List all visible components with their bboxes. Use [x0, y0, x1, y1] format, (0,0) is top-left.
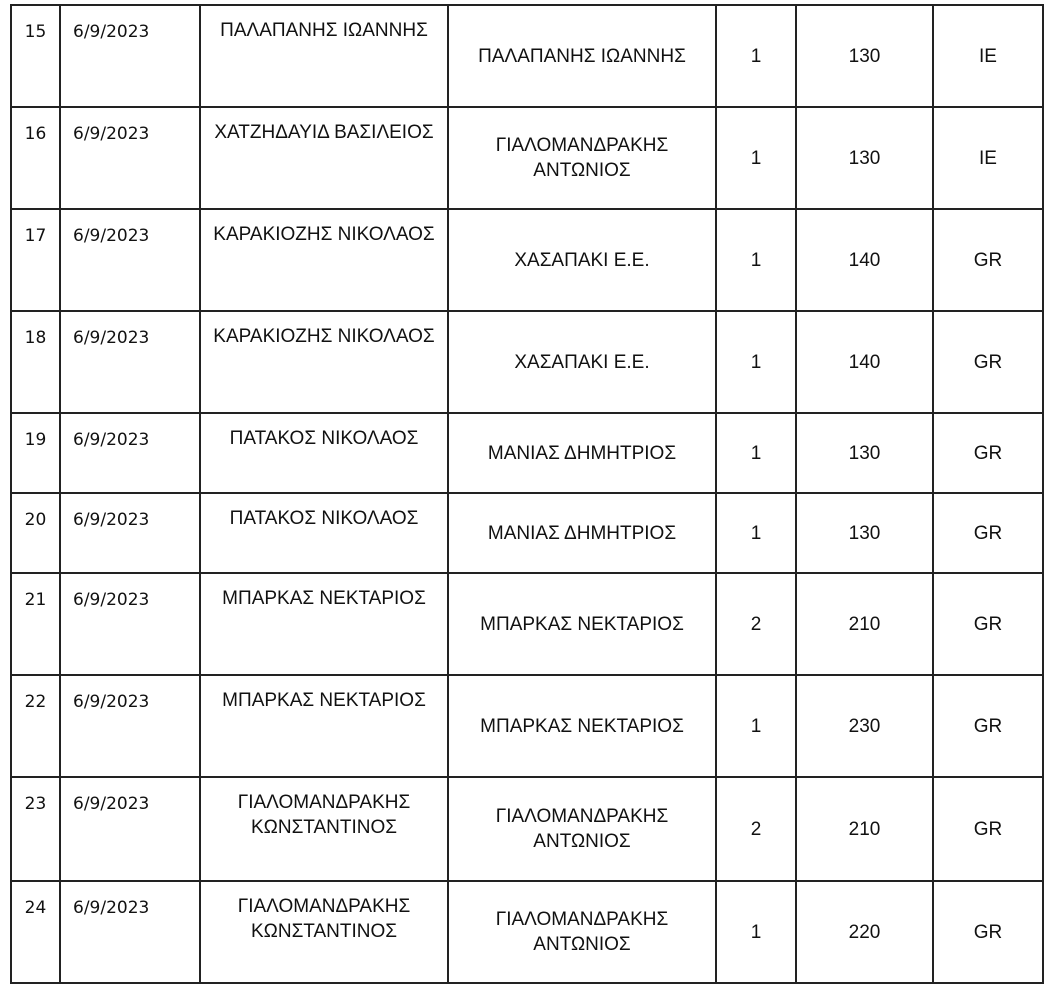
table-row [11, 493, 1043, 573]
row-entity: ΜΠΑΡΚΑΣ ΝΕΚΤΑΡΙΟΣ [448, 573, 716, 675]
row-entity: ΓΙΑΛΟΜΑΝΔΡΑΚΗΣ ΑΝΤΩΝΙΟΣ [448, 881, 716, 983]
row-number: 15 [11, 5, 60, 107]
row-quantity: 1 [716, 413, 796, 493]
table-row [11, 107, 1043, 209]
row-code: IE [933, 5, 1043, 107]
row-quantity: 1 [716, 209, 796, 311]
row-date: 6/9/2023 [60, 777, 200, 881]
row-entity: ΓΙΑΛΟΜΑΝΔΡΑΚΗΣ ΑΝΤΩΝΙΟΣ [448, 777, 716, 881]
row-date: 6/9/2023 [60, 311, 200, 413]
row-value: 210 [796, 573, 933, 675]
table-row [11, 413, 1043, 493]
row-number: 20 [11, 493, 60, 573]
row-quantity: 1 [716, 311, 796, 413]
row-name: ΚΑΡΑΚΙΟΖΗΣ ΝΙΚΟΛΑΟΣ [200, 209, 448, 311]
row-date: 6/9/2023 [60, 209, 200, 311]
row-quantity: 1 [716, 107, 796, 209]
row-value: 230 [796, 675, 933, 777]
row-date: 6/9/2023 [60, 881, 200, 983]
row-value: 140 [796, 209, 933, 311]
row-number: 24 [11, 881, 60, 983]
table-row [11, 675, 1043, 777]
row-value: 130 [796, 107, 933, 209]
table-row [11, 209, 1043, 311]
row-number: 18 [11, 311, 60, 413]
row-entity: ΧΑΣΑΠΑΚΙ Ε.Ε. [448, 209, 716, 311]
records-table [10, 4, 1044, 984]
row-number: 23 [11, 777, 60, 881]
row-date: 6/9/2023 [60, 107, 200, 209]
row-code: GR [933, 413, 1043, 493]
table-row [11, 777, 1043, 881]
row-name: ΓΙΑΛΟΜΑΝΔΡΑΚΗΣ ΚΩΝΣΤΑΝΤΙΝΟΣ [200, 881, 448, 983]
row-name: ΠΑΤΑΚΟΣ ΝΙΚΟΛΑΟΣ [200, 413, 448, 493]
row-value: 130 [796, 5, 933, 107]
row-value: 130 [796, 413, 933, 493]
row-code: IE [933, 107, 1043, 209]
row-code: GR [933, 675, 1043, 777]
row-entity: ΧΑΣΑΠΑΚΙ Ε.Ε. [448, 311, 716, 413]
table-row [11, 881, 1043, 983]
row-code: GR [933, 493, 1043, 573]
row-entity: ΜΠΑΡΚΑΣ ΝΕΚΤΑΡΙΟΣ [448, 675, 716, 777]
row-value: 130 [796, 493, 933, 573]
row-quantity: 2 [716, 573, 796, 675]
row-entity: ΜΑΝΙΑΣ ΔΗΜΗΤΡΙΟΣ [448, 493, 716, 573]
row-quantity: 1 [716, 5, 796, 107]
row-date: 6/9/2023 [60, 493, 200, 573]
row-code: GR [933, 209, 1043, 311]
row-name: ΧΑΤΖΗΔΑΥΙΔ ΒΑΣΙΛΕΙΟΣ [200, 107, 448, 209]
table-row [11, 573, 1043, 675]
row-value: 210 [796, 777, 933, 881]
row-date: 6/9/2023 [60, 573, 200, 675]
row-value: 220 [796, 881, 933, 983]
row-number: 21 [11, 573, 60, 675]
row-name: ΜΠΑΡΚΑΣ ΝΕΚΤΑΡΙΟΣ [200, 573, 448, 675]
row-quantity: 1 [716, 675, 796, 777]
row-name: ΚΑΡΑΚΙΟΖΗΣ ΝΙΚΟΛΑΟΣ [200, 311, 448, 413]
row-quantity: 1 [716, 493, 796, 573]
row-date: 6/9/2023 [60, 5, 200, 107]
row-name: ΜΠΑΡΚΑΣ ΝΕΚΤΑΡΙΟΣ [200, 675, 448, 777]
row-entity: ΠΑΛΑΠΑΝΗΣ ΙΩΑΝΝΗΣ [448, 5, 716, 107]
row-quantity: 2 [716, 777, 796, 881]
row-name: ΓΙΑΛΟΜΑΝΔΡΑΚΗΣ ΚΩΝΣΤΑΝΤΙΝΟΣ [200, 777, 448, 881]
row-value: 140 [796, 311, 933, 413]
row-number: 22 [11, 675, 60, 777]
row-name: ΠΑΛΑΠΑΝΗΣ ΙΩΑΝΝΗΣ [200, 5, 448, 107]
row-entity: ΜΑΝΙΑΣ ΔΗΜΗΤΡΙΟΣ [448, 413, 716, 493]
row-code: GR [933, 881, 1043, 983]
row-date: 6/9/2023 [60, 413, 200, 493]
table-row [11, 5, 1043, 107]
row-code: GR [933, 311, 1043, 413]
row-date: 6/9/2023 [60, 675, 200, 777]
row-code: GR [933, 573, 1043, 675]
table-row [11, 311, 1043, 413]
row-name: ΠΑΤΑΚΟΣ ΝΙΚΟΛΑΟΣ [200, 493, 448, 573]
row-number: 16 [11, 107, 60, 209]
row-number: 17 [11, 209, 60, 311]
row-entity: ΓΙΑΛΟΜΑΝΔΡΑΚΗΣ ΑΝΤΩΝΙΟΣ [448, 107, 716, 209]
row-number: 19 [11, 413, 60, 493]
row-quantity: 1 [716, 881, 796, 983]
row-code: GR [933, 777, 1043, 881]
